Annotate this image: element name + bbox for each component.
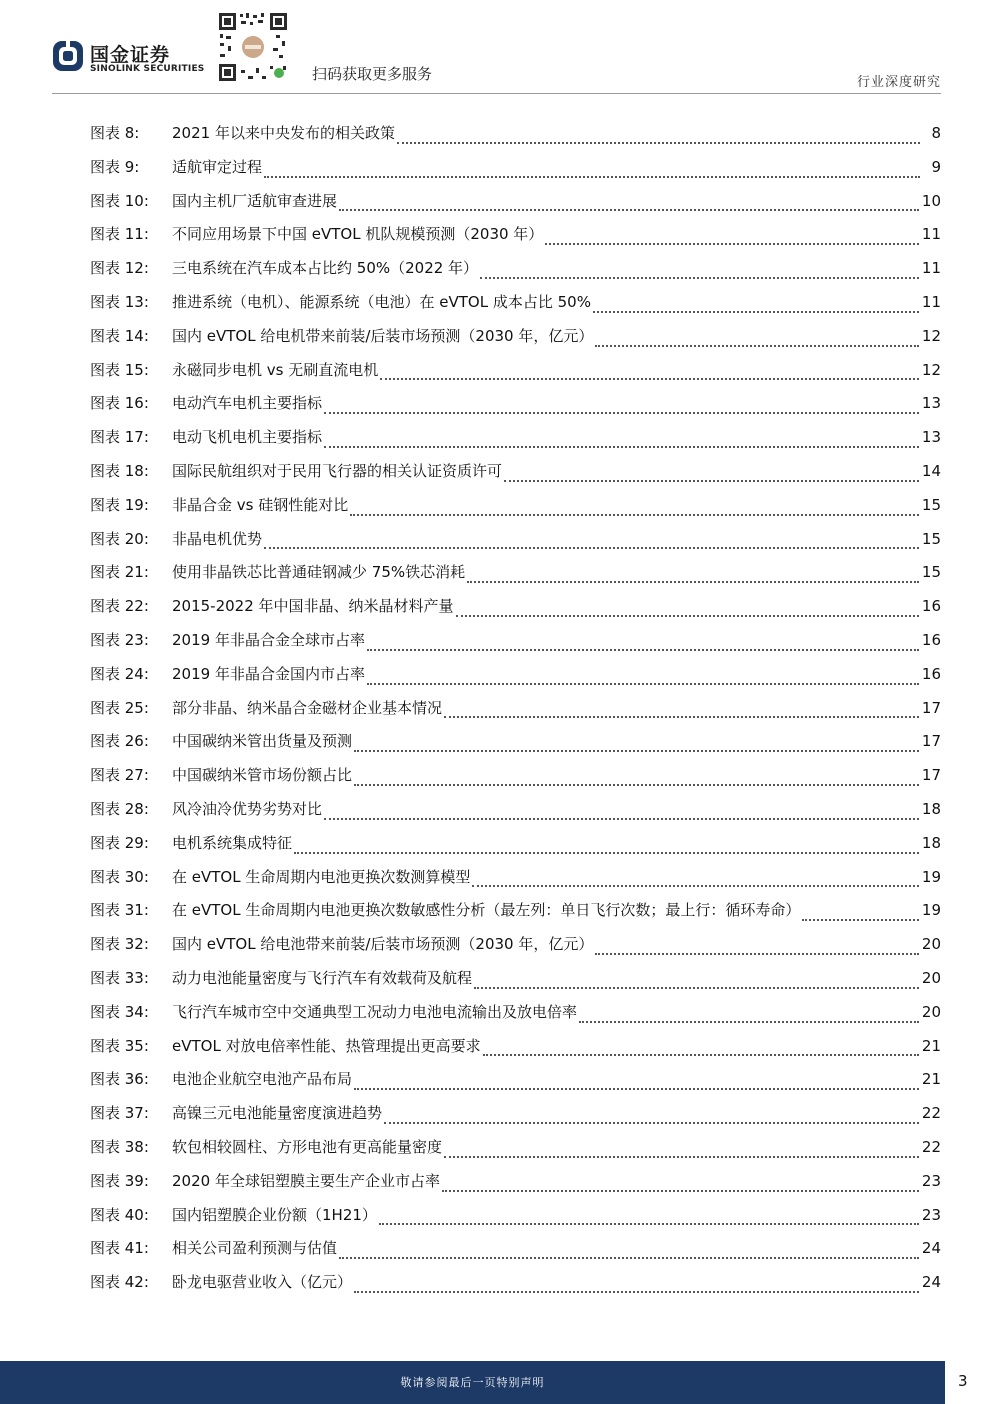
toc-leader-dots xyxy=(324,818,919,820)
page-number: 3 xyxy=(958,1372,968,1390)
toc-entry[interactable] xyxy=(90,1271,941,1305)
toc-entry[interactable] xyxy=(90,1136,941,1170)
toc-entry-title: 使用非晶铁芯比普通硅钢减少 75%铁芯消耗 xyxy=(172,563,466,582)
toc-entry-title: 电池企业航空电池产品布局 xyxy=(172,1070,353,1089)
toc-entry[interactable] xyxy=(90,933,941,967)
toc-leader-dots xyxy=(324,412,919,414)
toc-entry[interactable] xyxy=(90,426,941,460)
toc-leader-dots xyxy=(483,1054,919,1056)
toc-entry[interactable] xyxy=(90,122,941,156)
toc-entry[interactable] xyxy=(90,1237,941,1271)
toc-entry-page: 20 xyxy=(921,968,941,987)
toc-entry-title: 电动汽车电机主要指标 xyxy=(172,394,323,413)
toc-entry[interactable] xyxy=(90,764,941,798)
toc-leader-dots xyxy=(595,345,919,347)
toc-entry-title: 2015-2022 年中国非晶、纳米晶材料产量 xyxy=(172,597,454,616)
toc-entry[interactable] xyxy=(90,291,941,325)
toc-leader-dots xyxy=(593,311,919,313)
toc-entry-title: 飞行汽车城市空中交通典型工况动力电池电流输出及放电倍率 xyxy=(172,1002,578,1021)
brand-name-en: SINOLINK SECURITIES xyxy=(90,64,205,74)
toc-entry[interactable] xyxy=(90,798,941,832)
toc-entry-page: 22 xyxy=(921,1104,941,1123)
toc-entry-page: 17 xyxy=(921,698,941,717)
toc-entry-page: 9 xyxy=(931,157,941,176)
toc-entry[interactable] xyxy=(90,866,941,900)
toc-entry-label: 图表 15: xyxy=(90,360,149,379)
toc-entry[interactable] xyxy=(90,325,941,359)
toc-leader-dots xyxy=(367,683,919,685)
toc-entry[interactable] xyxy=(90,223,941,257)
report-type-label: 行业深度研究 xyxy=(856,75,941,90)
toc-entry-title: 推进系统（电机）、能源系统（电池）在 eVTOL 成本占比 50% xyxy=(172,292,591,311)
toc-entry-label: 图表 11: xyxy=(90,225,149,244)
toc-entry-page: 14 xyxy=(921,461,941,480)
toc-entry-label: 图表 36: xyxy=(90,1070,149,1089)
toc-entry-page: 12 xyxy=(921,360,941,379)
toc-entry-title: 卧龙电驱营业收入（亿元） xyxy=(172,1273,353,1292)
toc-entry-title: 2021 年以来中央发布的相关政策 xyxy=(172,124,395,142)
toc-entry-label: 图表 41: xyxy=(90,1239,149,1258)
toc-entry-page: 20 xyxy=(921,1002,941,1021)
toc-entry-page: 18 xyxy=(921,833,941,852)
toc-entry[interactable] xyxy=(90,190,941,224)
page-header xyxy=(0,0,993,96)
toc-leader-dots xyxy=(384,1122,919,1124)
toc-entry-label: 图表 9: xyxy=(90,157,140,176)
toc-leader-dots xyxy=(504,480,919,482)
toc-leader-dots xyxy=(480,277,919,279)
toc-entry-label: 图表 18: xyxy=(90,461,149,480)
toc-entry-page: 11 xyxy=(921,225,941,244)
toc-entry[interactable] xyxy=(90,494,941,528)
toc-entry[interactable] xyxy=(90,967,941,1001)
toc-entry[interactable] xyxy=(90,1170,941,1204)
toc-entry-page: 11 xyxy=(921,292,941,311)
toc-leader-dots xyxy=(264,176,920,178)
toc-entry-title: 2019 年非晶合金全球市占率 xyxy=(172,630,365,649)
toc-entry-title: 不同应用场景下中国 eVTOL 机队规模预测（2030 年） xyxy=(172,225,544,244)
toc-entry[interactable] xyxy=(90,697,941,731)
toc-entry-title: 相关公司盈利预测与估值 xyxy=(172,1239,338,1258)
toc-leader-dots xyxy=(579,1021,919,1023)
toc-entry-label: 图表 35: xyxy=(90,1036,149,1055)
toc-entry-title: 中国碳纳米管出货量及预测 xyxy=(172,732,353,751)
toc-entry-title: 三电系统在汽车成本占比约 50%（2022 年） xyxy=(172,259,479,278)
toc-entry-title: eVTOL 对放电倍率性能、热管理提出更高要求 xyxy=(172,1036,481,1055)
toc-entry[interactable] xyxy=(90,392,941,426)
toc-entry-label: 图表 12: xyxy=(90,259,149,278)
toc-entry-page: 24 xyxy=(921,1239,941,1258)
toc-entry-title: 适航审定过程 xyxy=(172,157,263,176)
toc-entry-label: 图表 42: xyxy=(90,1273,149,1292)
toc-entry-label: 图表 32: xyxy=(90,935,149,954)
toc-entry-page: 10 xyxy=(921,191,941,210)
toc-entry[interactable] xyxy=(90,1204,941,1238)
toc-entry-label: 图表 13: xyxy=(90,292,149,311)
qr-code-icon[interactable] xyxy=(216,10,290,84)
toc-entry-label: 图表 21: xyxy=(90,563,149,582)
toc-entry-page: 13 xyxy=(921,394,941,413)
toc-leader-dots xyxy=(379,1223,919,1225)
toc-entry-page: 11 xyxy=(921,259,941,278)
toc-entry-label: 图表 33: xyxy=(90,968,149,987)
toc-entry[interactable] xyxy=(90,156,941,190)
toc-entry-page: 12 xyxy=(921,326,941,345)
toc-entry[interactable] xyxy=(90,1001,941,1035)
toc-entry-page: 18 xyxy=(921,799,941,818)
toc-entry[interactable] xyxy=(90,730,941,764)
toc-entry-page: 15 xyxy=(921,529,941,548)
toc-entry-page: 22 xyxy=(921,1137,941,1156)
toc-entry-page: 17 xyxy=(921,732,941,751)
toc-entry-title: 国内 eVTOL 给电池带来前装/后装市场预测（2030 年，亿元） xyxy=(172,935,594,954)
toc-entry-title: 国内铝塑膜企业份额（1H21） xyxy=(172,1205,377,1224)
toc-entry-label: 图表 27: xyxy=(90,766,149,785)
toc-entry-page: 23 xyxy=(921,1205,941,1224)
toc-leader-dots xyxy=(474,987,919,989)
toc-entry-page: 24 xyxy=(921,1273,941,1292)
toc-entry-title: 中国碳纳米管市场份额占比 xyxy=(172,766,353,785)
toc-leader-dots xyxy=(339,1257,919,1259)
toc-entry-title: 在 eVTOL 生命周期内电池更换次数测算模型 xyxy=(172,867,471,886)
toc-entry[interactable] xyxy=(90,899,941,933)
toc-entry-title: 永磁同步电机 vs 无刷直流电机 xyxy=(172,360,379,379)
header-divider xyxy=(52,93,941,94)
toc-entry-title: 非晶合金 vs 硅钢性能对比 xyxy=(172,495,349,514)
toc-entry-title: 电动飞机电机主要指标 xyxy=(172,428,323,447)
toc-entry-label: 图表 38: xyxy=(90,1137,149,1156)
toc-entry-label: 图表 20: xyxy=(90,529,149,548)
brand-name-cn: 国金证券 xyxy=(90,44,171,66)
toc-entry[interactable] xyxy=(90,663,941,697)
toc-entry-page: 16 xyxy=(921,630,941,649)
toc-entry[interactable] xyxy=(90,1035,941,1069)
toc-leader-dots xyxy=(354,784,919,786)
toc-entry[interactable] xyxy=(90,832,941,866)
toc-entry-label: 图表 19: xyxy=(90,495,149,514)
sinolink-logo-icon xyxy=(52,40,84,72)
footer-disclaimer: 敬请参阅最后一页特别声明 xyxy=(400,1376,545,1389)
toc-entry-page: 15 xyxy=(921,563,941,582)
toc-leader-dots xyxy=(545,243,919,245)
toc-entry-page: 17 xyxy=(921,766,941,785)
toc-entry-label: 图表 28: xyxy=(90,799,149,818)
toc-entry-label: 图表 16: xyxy=(90,394,149,413)
toc-leader-dots xyxy=(595,953,919,955)
toc-entry-title: 国内 eVTOL 给电机带来前装/后装市场预测（2030 年，亿元） xyxy=(172,326,594,345)
toc-entry-page: 13 xyxy=(921,428,941,447)
toc-entry-page: 16 xyxy=(921,597,941,616)
toc-entry-label: 图表 31: xyxy=(90,901,149,920)
toc-entry[interactable] xyxy=(90,1102,941,1136)
toc-leader-dots xyxy=(264,547,919,549)
toc-leader-dots xyxy=(354,1088,919,1090)
toc-entry-title: 国际民航组织对于民用飞行器的相关认证资质许可 xyxy=(172,461,503,480)
toc-entry-page: 16 xyxy=(921,664,941,683)
toc-entry-title: 动力电池能量密度与飞行汽车有效载荷及航程 xyxy=(172,968,473,987)
toc-entry-label: 图表 22: xyxy=(90,597,149,616)
toc-leader-dots xyxy=(456,615,919,617)
toc-entry[interactable] xyxy=(90,1068,941,1102)
toc-leader-dots xyxy=(354,1291,919,1293)
toc-entry-title: 非晶电机优势 xyxy=(172,529,263,548)
toc-entry-label: 图表 10: xyxy=(90,191,149,210)
toc-entry-label: 图表 26: xyxy=(90,732,149,751)
toc-entry-title: 风冷油冷优势劣势对比 xyxy=(172,799,323,818)
toc-entry-label: 图表 34: xyxy=(90,1002,149,1021)
toc-entry-label: 图表 24: xyxy=(90,664,149,683)
toc-entry-label: 图表 30: xyxy=(90,867,149,886)
toc-leader-dots xyxy=(467,581,919,583)
toc-entry[interactable] xyxy=(90,528,941,562)
toc-entry-page: 23 xyxy=(921,1171,941,1190)
toc-leader-dots xyxy=(339,209,919,211)
toc-leader-dots xyxy=(367,649,919,651)
toc-entry-label: 图表 23: xyxy=(90,630,149,649)
toc-entry-page: 19 xyxy=(921,867,941,886)
toc-leader-dots xyxy=(472,885,919,887)
toc-entry-label: 图表 40: xyxy=(90,1205,149,1224)
figure-table-of-contents xyxy=(90,122,941,1305)
toc-leader-dots xyxy=(397,142,920,144)
toc-entry-title: 在 eVTOL 生命周期内电池更换次数敏感性分析（最左列：单日飞行次数；最上行：循环寿命） xyxy=(172,901,801,920)
toc-entry[interactable] xyxy=(90,561,941,595)
toc-entry[interactable] xyxy=(90,460,941,494)
footer-bar xyxy=(0,1361,945,1404)
toc-leader-dots xyxy=(354,750,919,752)
toc-entry-title: 高镍三元电池能量密度演进趋势 xyxy=(172,1104,383,1123)
toc-entry[interactable] xyxy=(90,257,941,291)
toc-entry-label: 图表 37: xyxy=(90,1104,149,1123)
toc-entry-label: 图表 25: xyxy=(90,698,149,717)
toc-entry-title: 软包相较圆柱、方形电池有更高能量密度 xyxy=(172,1137,443,1156)
toc-entry-page: 19 xyxy=(921,901,941,920)
toc-leader-dots xyxy=(324,446,919,448)
scan-for-services-text: 扫码获取更多服务 xyxy=(312,65,433,83)
toc-entry-page: 15 xyxy=(921,495,941,514)
toc-entry-title: 国内主机厂适航审查进展 xyxy=(172,191,338,210)
toc-entry-page: 8 xyxy=(931,124,941,142)
toc-leader-dots xyxy=(444,1156,919,1158)
toc-leader-dots xyxy=(802,919,919,921)
toc-entry-label: 图表 17: xyxy=(90,428,149,447)
toc-entry[interactable] xyxy=(90,629,941,663)
toc-entry-title: 电机系统集成特征 xyxy=(172,833,293,852)
toc-entry-label: 图表 29: xyxy=(90,833,149,852)
toc-entry[interactable] xyxy=(90,595,941,629)
toc-leader-dots xyxy=(380,378,919,380)
toc-leader-dots xyxy=(350,514,919,516)
toc-leader-dots xyxy=(444,716,919,718)
toc-entry-label: 图表 14: xyxy=(90,326,149,345)
toc-entry-page: 21 xyxy=(921,1070,941,1089)
toc-entry-page: 20 xyxy=(921,935,941,954)
toc-entry-title: 部分非晶、纳米晶合金磁材企业基本情况 xyxy=(172,698,443,717)
toc-entry-label: 图表 39: xyxy=(90,1171,149,1190)
toc-entry[interactable] xyxy=(90,359,941,393)
toc-leader-dots xyxy=(442,1190,919,1192)
toc-entry-page: 21 xyxy=(921,1036,941,1055)
toc-entry-label: 图表 8: xyxy=(90,124,140,142)
toc-entry-title: 2020 年全球铝塑膜主要生产企业市占率 xyxy=(172,1171,440,1190)
toc-entry-title: 2019 年非晶合金国内市占率 xyxy=(172,664,365,683)
toc-leader-dots xyxy=(294,852,919,854)
